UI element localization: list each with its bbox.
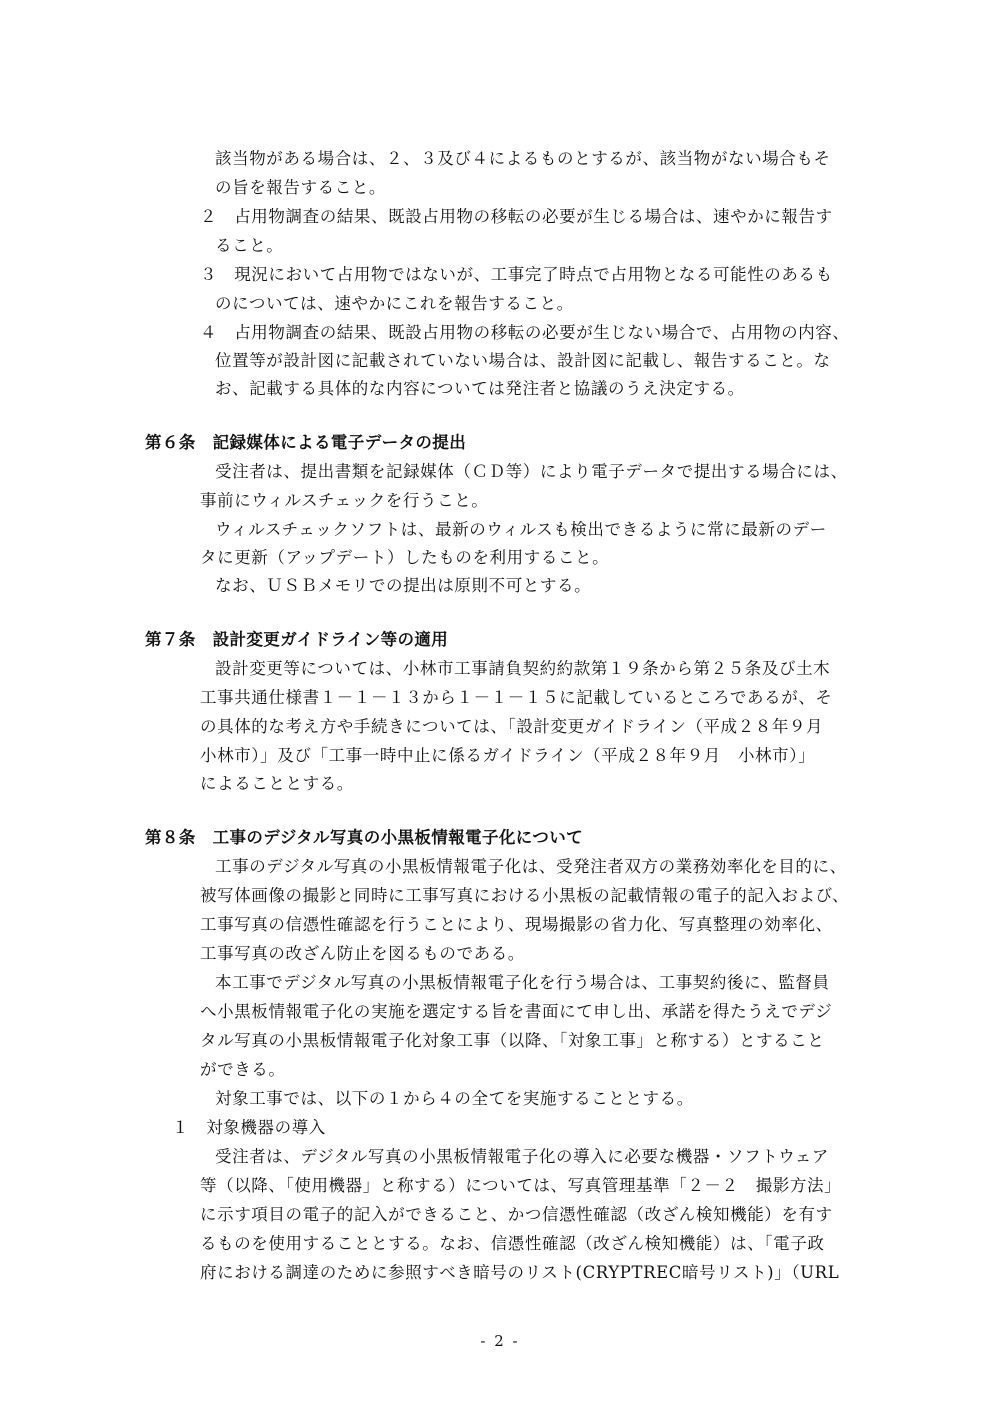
art6-line-1: 受注者は、提出書類を記録媒体（ＣＤ等）により電子データで提出する場合には、 bbox=[215, 462, 848, 481]
art8-line-6: へ小黒板情報電子化の実施を選定する旨を書面にて申し出、承諾を得たうえでデジ bbox=[200, 1002, 833, 1021]
art8-sub1-title: １ 対象機器の導入 bbox=[172, 1118, 326, 1137]
art5-item-3-line-2: のについては、速やかにこれを報告すること。 bbox=[215, 294, 574, 313]
art5-item-3-line-1: ３ 現況において占用物ではないが、工事完了時点で占用物となる可能性のあるも bbox=[200, 265, 833, 284]
page-number: - 2 - bbox=[480, 1332, 520, 1350]
art8-line-3: 工事写真の信憑性確認を行うことにより、現場撮影の省力化、写真整理の効率化、 bbox=[200, 915, 833, 934]
art6-line-4: タに更新（アップデート）したものを利用すること。 bbox=[200, 548, 610, 567]
art8-line-4: 工事写真の改ざん防止を図るものである。 bbox=[200, 944, 525, 963]
art8-line-8: ができる。 bbox=[200, 1060, 286, 1079]
art6-line-2: 事前にウィルスチェックを行うこと。 bbox=[200, 491, 489, 510]
art8-sub1-line-3: に示す項目の電子的記入ができること、かつ信憑性確認（改ざん検知機能）を有す bbox=[200, 1205, 833, 1224]
art8-line-7: タル写真の小黒板情報電子化対象工事（以降、「対象工事」と称する）とすること bbox=[200, 1031, 825, 1050]
art5-intro-line-2: の旨を報告すること。 bbox=[215, 178, 386, 197]
art8-sub1-line-5: 府における調達のために参照すべき暗号のリスト(CRYPTREC暗号リスト)」（URL bbox=[200, 1263, 840, 1282]
art7-line-5: によることとする。 bbox=[200, 774, 354, 793]
art5-item-4-line-3: お、記載する具体的な内容については発注者と協議のうえ決定する。 bbox=[215, 379, 745, 398]
art8-line-1: 工事のデジタル写真の小黒板情報電子化は、受発注者双方の業務効率化を目的に、 bbox=[215, 857, 847, 876]
art5-intro-line-1: 該当物がある場合は、２、３及び４によるものとするが、該当物がない場合もそ bbox=[215, 149, 831, 168]
art7-line-2: 工事共通仕様書１－１－１３から１－１－１５に記載しているところであるが、そ bbox=[200, 688, 833, 707]
art6-heading: 第６条 記録媒体による電子データの提出 bbox=[145, 433, 467, 452]
art7-heading: 第７条 設計変更ガイドライン等の適用 bbox=[145, 630, 449, 649]
art8-sub1-line-1: 受注者は、デジタル写真の小黒板情報電子化の導入に必要な機器・ソフトウェア bbox=[215, 1147, 829, 1166]
art5-item-2-line-1: ２ 占用物調査の結果、既設占用物の移転の必要が生じる場合は、速やかに報告す bbox=[200, 207, 833, 226]
art5-item-2-line-2: ること。 bbox=[215, 236, 284, 255]
art8-sub1-line-4: るものを使用することとする。なお、信憑性確認（改ざん検知機能）は、「電子政 bbox=[200, 1234, 825, 1253]
art8-line-5: 本工事でデジタル写真の小黒板情報電子化を行う場合は、工事契約後に、監督員 bbox=[215, 973, 830, 992]
art7-line-1: 設計変更等については、小林市工事請負契約約款第１９条から第２５条及び土木 bbox=[215, 659, 831, 678]
art7-line-3: の具体的な考え方や手続きについては、「設計変更ガイドライン（平成２８年９月 bbox=[200, 717, 824, 736]
art8-line-9: 対象工事では、以下の１から４の全てを実施することとする。 bbox=[215, 1089, 694, 1108]
art7-line-4: 小林市）」及び「工事一時中止に係るガイドライン（平成２８年９月 小林市）」 bbox=[200, 746, 816, 765]
art5-item-4-line-1: ４ 占用物調査の結果、既設占用物の移転の必要が生じない場合で、占用物の内容、 bbox=[200, 323, 850, 342]
art5-item-4-line-2: 位置等が設計図に記載されていない場合は、設計図に記載し、報告すること。な bbox=[215, 351, 831, 370]
art6-line-3: ウィルスチェックソフトは、最新のウィルスも検出できるように常に最新のデー bbox=[215, 520, 827, 539]
art8-sub1-line-2: 等（以降、「使用機器」と称する）については、写真管理基準「２－２ 撮影方法」 bbox=[200, 1176, 842, 1195]
art8-heading: 第８条 工事のデジタル写真の小黒板情報電子化について bbox=[145, 828, 584, 847]
art8-line-2: 被写体画像の撮影と同時に工事写真における小黒板の記載情報の電子的記入および、 bbox=[200, 886, 850, 905]
art6-line-5: なお、ＵＳＢメモリでの提出は原則不可とする。 bbox=[215, 576, 592, 595]
